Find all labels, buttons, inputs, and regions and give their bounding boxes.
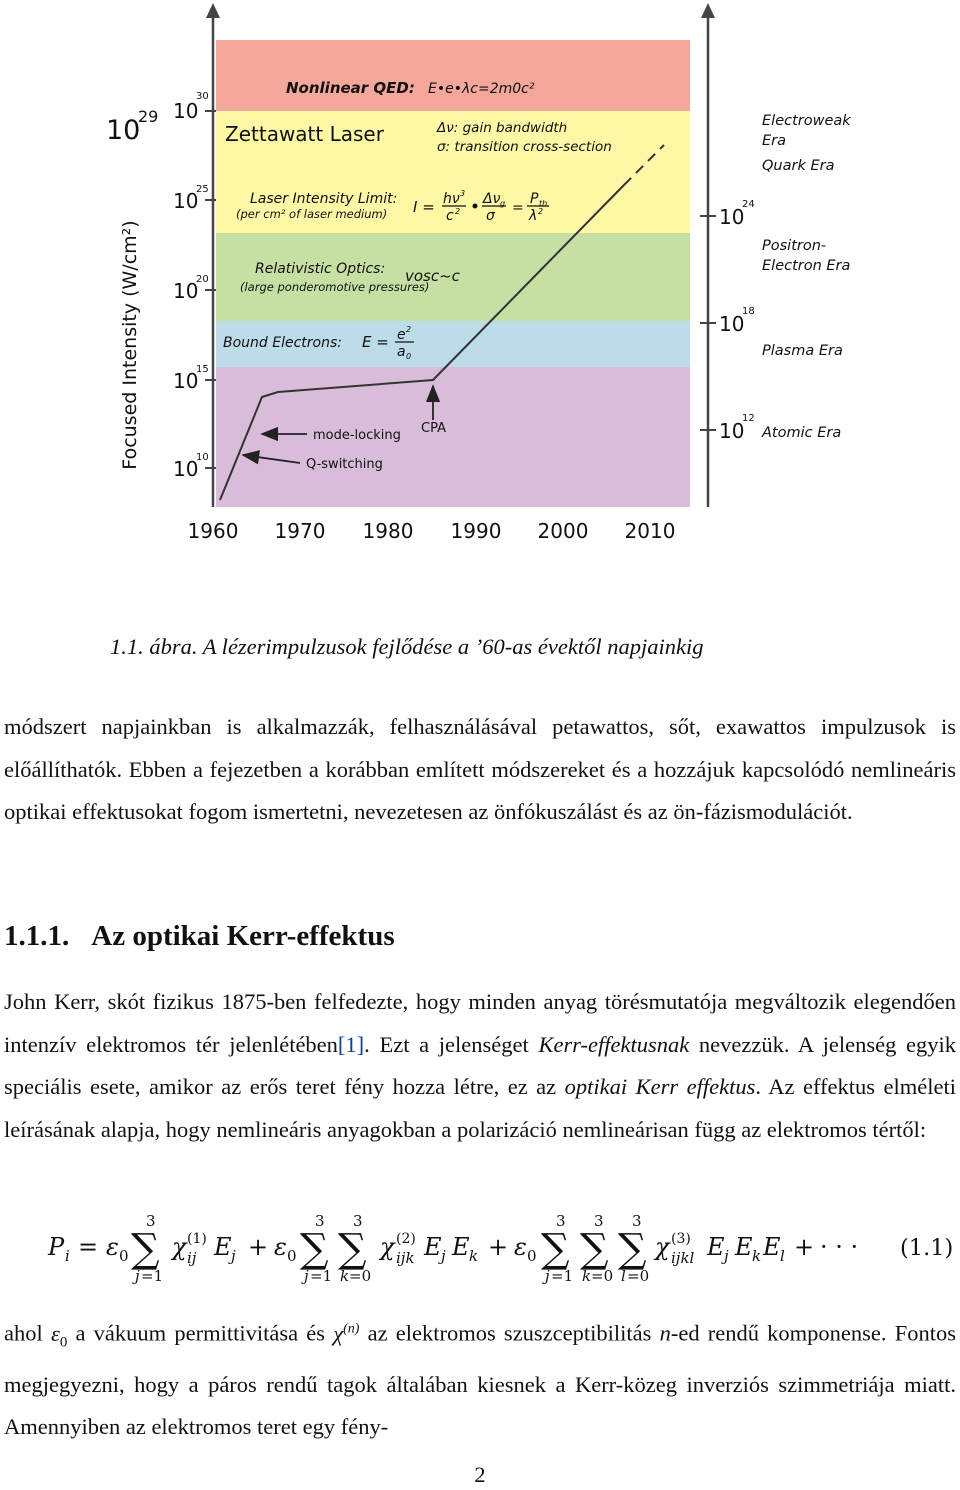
svg-text:+: + [488,1233,509,1261]
svg-text:ε: ε [514,1233,527,1261]
svg-text:3: 3 [460,189,466,198]
x-tick: 2000 [537,519,589,543]
band-label-qed: Nonlinear QED: [286,79,415,97]
paragraph-permittivity [4,1308,956,1449]
svg-text:3: 3 [632,1212,642,1230]
svg-text:3: 3 [353,1212,363,1230]
svg-text:l: l [621,1267,626,1285]
svg-text:ε: ε [274,1233,287,1261]
svg-text:=1: =1 [310,1267,333,1285]
svg-text:0: 0 [406,352,412,361]
svg-text:3: 3 [556,1212,566,1230]
text-run: . Az effektus elméleti leírásának alapja, hogy nemlineáris anyagokban a polarizáció nemlineárisan függ az elektromos tértől: [4,1074,956,1142]
annotation-mode-locking: mode-locking [313,428,401,443]
paragraph-intro: módszert napjainkban is alkalmazzák, felhasználásával petawattos, sőt, exawattos impulzusok is előállíthatók. Ebben a fejezetben a korábban említett módszereket és a hozzájuk kapcsolódó nemlineáris optikai effektusokat fogom ismertetni, nevezetesen az önfókuszálást és az ön-fázismodulációt. [4,714,956,824]
svg-text:∑: ∑ [338,1226,367,1272]
svg-text:ε: ε [106,1233,119,1261]
band-note-cross-section: σ: transition cross-section [437,139,612,155]
svg-text:ijk: ijk [396,1249,415,1267]
svg-text:=: = [78,1233,99,1261]
y-tick-base: 10 [173,189,199,213]
svg-text:λ: λ [529,208,538,224]
era-label: Positron- [762,238,827,254]
text-run: nevezzük. A jelenség egyik speciális esete, amikor az erős teret fény hozza létre, ez az [4,1031,956,1099]
svg-text:=0: =0 [349,1267,372,1285]
x-tick: 1990 [450,519,502,543]
svg-text:a: a [397,344,406,360]
svg-text:j: j [545,1267,550,1285]
svg-text:k: k [469,1247,479,1265]
y-tick-base: 10 [173,99,199,123]
text-run: az elektromos szuszceptibilitás [359,1320,660,1346]
svg-text:3: 3 [146,1212,156,1230]
text-run: -ed rendű komponense. Fontos megjegyezni, hogy a páros rendű tagok általában kiesnek a Kerr-közeg inverziós szimmetriája miatt. Amennyiben az elektromos teret egy fény- [4,1320,956,1439]
svg-text:j: j [441,1247,446,1265]
svg-text:∑: ∑ [580,1226,609,1272]
svg-text:=1: =1 [141,1267,164,1285]
svg-text:P: P [530,191,539,207]
annotation-cpa: CPA [421,421,446,436]
band-formula-relativistic: vosc~c [405,267,460,285]
svg-text:E: E [214,1233,232,1261]
svg-text:(3): (3) [671,1231,691,1247]
chi-symbol: $\chi^{(n)}$ [333,1320,360,1346]
svg-text:ij: ij [187,1249,197,1267]
x-tick: 2010 [624,519,676,543]
svg-text:3: 3 [594,1212,604,1230]
svg-text:2: 2 [406,325,412,334]
y-big-tick-exp: 29 [138,107,159,126]
y-tick-exp: 10 [196,452,209,463]
era-label: Electroweak [762,113,851,129]
y-tick-exp: 30 [196,91,209,102]
svg-text:j: j [135,1267,140,1285]
svg-text:+: + [248,1233,269,1261]
svg-text:0: 0 [287,1247,297,1265]
band-label-intensity-limit: Laser Intensity Limit: [250,191,398,207]
svg-text:E: E [424,1233,442,1261]
band-formula-qed: E•e•λc=2m0c² [428,81,535,97]
figure-caption: 1.1. ábra. A lézerimpulzusok fejlődése a ’60-as évektől napjainkig [110,634,704,659]
italic-term: optikai Kerr effektus [564,1074,756,1099]
right-tick-exp: 18 [742,306,755,317]
svg-text:Δν: Δν [483,191,501,207]
page-number: 2 [474,1462,486,1487]
band-formula-bound: E = [362,333,389,351]
y-tick-base: 10 [173,369,199,393]
svg-text:+: + [794,1233,815,1261]
annotation-q-switching: Q-switching [306,457,383,472]
y-axis-title: Focused Intensity (W/cm²) [119,220,141,470]
right-tick-base: 10 [719,419,745,443]
text-run: John Kerr, skót fizikus 1875-ben felfedezte, hogy minden anyag törésmutatója megváltozik elegendően intenzív elektromos tér jelenlétében [4,989,956,1057]
svg-text:χ: χ [172,1233,187,1261]
right-tick-exp: 12 [742,413,755,424]
svg-text:∑: ∑ [541,1226,570,1272]
svg-text:P: P [48,1233,65,1261]
svg-text:j: j [231,1247,236,1265]
svg-text:· · ·: · · · [820,1233,859,1261]
citation-link[interactable]: [1] [337,1031,365,1057]
band-atomic [216,367,690,507]
y-tick-base: 10 [173,457,199,481]
band-sublabel-intensity-limit: (per cm² of laser medium) [236,207,388,221]
svg-text:g: g [500,199,506,208]
svg-text:k: k [582,1267,592,1285]
y-tick-exp: 15 [196,364,209,375]
svg-text:∑: ∑ [131,1226,160,1272]
right-tick-base: 10 [719,205,745,229]
band-nonlinear-qed [216,40,690,111]
italic-term: Kerr-effektusnak [538,1031,690,1057]
y-tick-base: 10 [173,279,199,303]
svg-text:e: e [397,327,406,343]
band-label-bound: Bound Electrons: [223,335,342,351]
svg-text:χ: χ [655,1233,670,1261]
era-label: Quark Era [762,158,835,174]
svg-text:∑: ∑ [300,1226,329,1272]
svg-text:0: 0 [527,1247,537,1265]
section-number: 1.1.1. [4,920,70,952]
svg-text:(2): (2) [396,1231,416,1247]
right-tick-base: 10 [719,312,745,336]
band-label-relativistic: Relativistic Optics: [255,261,386,277]
svg-text:l: l [780,1247,785,1265]
svg-text:=1: =1 [551,1267,574,1285]
svg-text:=: = [512,200,524,216]
x-tick: 1960 [187,519,239,543]
svg-text:E: E [735,1233,753,1261]
svg-text:=0: =0 [591,1267,614,1285]
svg-text:c: c [446,208,454,224]
svg-text:i: i [65,1247,70,1265]
era-label: Era [762,133,787,149]
svg-text:(1): (1) [187,1231,207,1247]
svg-text:hν: hν [443,191,460,207]
svg-text:k: k [752,1247,762,1265]
svg-text:k: k [340,1267,350,1285]
equation-number: (1.1) [900,1235,954,1261]
epsilon-symbol: $\varepsilon_0$ [50,1320,68,1350]
svg-text:j: j [724,1247,729,1265]
svg-text:∑: ∑ [618,1226,647,1272]
polarization-equation [0,1200,960,1300]
text-run: ahol [4,1320,51,1346]
svg-text:2: 2 [538,207,544,216]
svg-text:σ: σ [486,208,495,224]
y-tick-exp: 20 [196,274,209,285]
text-run: a vákuum permittivitása és [67,1320,334,1346]
svg-text:0: 0 [119,1247,129,1265]
svg-text:j: j [304,1267,309,1285]
section-title: Az optikai Kerr-effektus [91,920,395,952]
text-run: . Ezt a jelenséget [364,1031,539,1057]
era-label: Plasma Era [762,343,843,359]
section-heading [4,920,395,953]
band-note-bandwidth: Δν: gain bandwidth [437,120,568,136]
band-formula-intensity: I = [413,198,435,216]
italic-n: n [659,1320,671,1346]
svg-text:E: E [452,1233,470,1261]
x-tick: 1970 [274,519,326,543]
svg-text:χ: χ [380,1233,395,1261]
svg-text:th: th [539,199,548,208]
svg-text:3: 3 [315,1212,325,1230]
svg-text:=0: =0 [627,1267,650,1285]
x-tick: 1980 [362,519,414,543]
band-label-zettawatt: Zettawatt Laser [225,122,384,146]
band-sublabel-relativistic: (large ponderomotive pressures) [240,280,430,294]
right-tick-exp: 24 [742,199,755,210]
y-tick-exp: 25 [196,184,209,195]
svg-text:ijkl: ijkl [671,1249,695,1267]
paragraph-kerr [4,981,956,1151]
era-label: Electron Era [762,258,851,274]
y-big-tick-base: 10 [106,115,141,146]
intensity-history-figure [0,0,960,600]
svg-text:2: 2 [455,207,461,216]
svg-text:E: E [763,1233,781,1261]
era-label: Atomic Era [762,425,842,441]
svg-text:E: E [707,1233,725,1261]
